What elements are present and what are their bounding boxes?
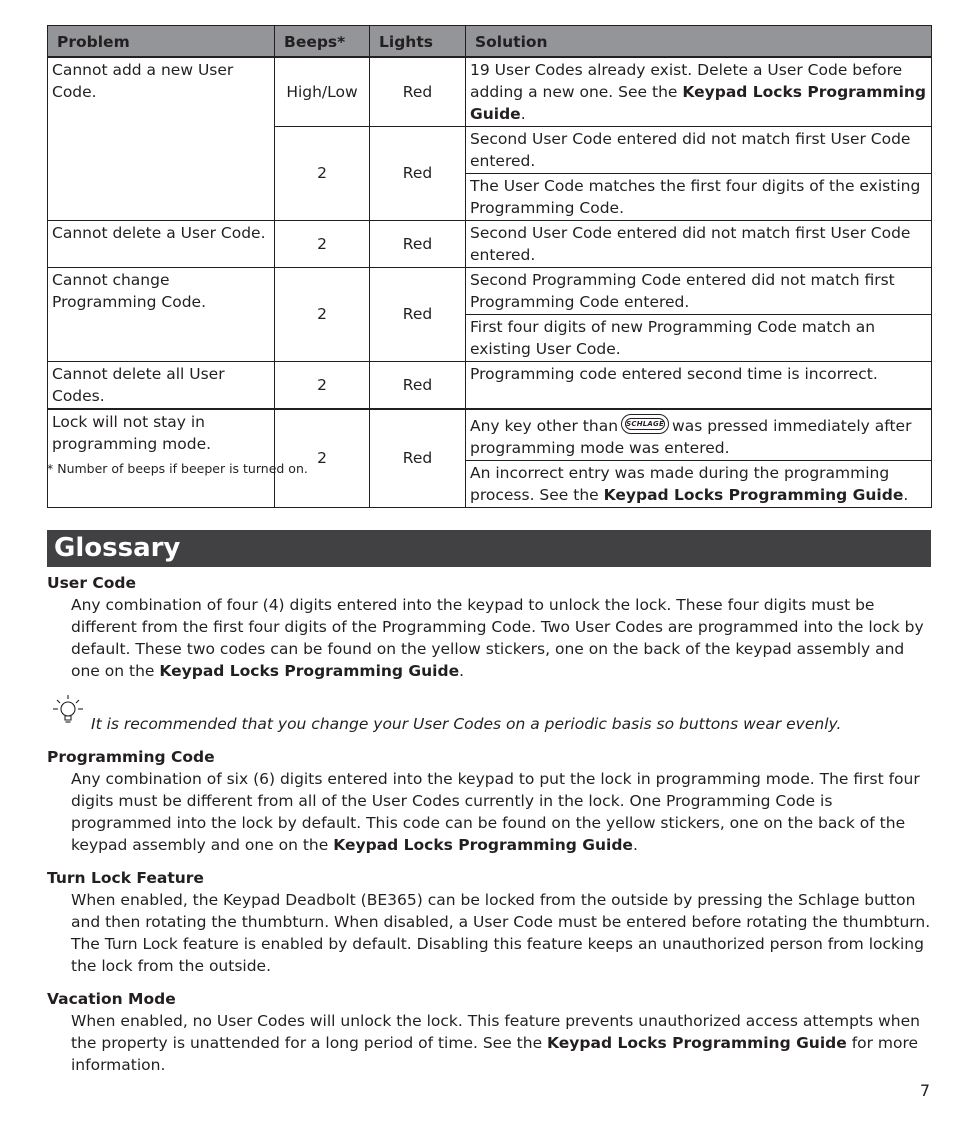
beeps-cell: High/Low xyxy=(275,57,370,127)
problem-cell: Cannot add a new User Code. xyxy=(48,57,275,221)
lights-cell: Red xyxy=(370,57,466,127)
solution-text: Any key other than xyxy=(470,416,619,435)
table-header-row xyxy=(48,26,932,57)
glossary-heading: Glossary xyxy=(47,530,931,567)
definition-text: When enabled, no User Codes will unlock the lock. This feature prevents unauthorized access attempts when the property is unattended for a long period of time. See the xyxy=(71,1012,920,1052)
header-beeps: Beeps* xyxy=(275,26,370,57)
solution-text: . xyxy=(520,104,526,123)
guide-reference: Keypad Locks Programming Guide xyxy=(547,1034,847,1052)
solution-text: 19 User Codes already exist. Delete a User Code before adding a new one. See the xyxy=(470,60,903,101)
glossary-entry-turn-lock xyxy=(47,867,931,977)
solution-cell xyxy=(466,461,932,508)
glossary-entry-vacation-mode xyxy=(47,988,931,1076)
problem-cell: Cannot delete a User Code. xyxy=(48,220,275,267)
beeps-cell: 2 xyxy=(275,267,370,361)
header-solution: Solution xyxy=(466,26,932,57)
glossary-definition xyxy=(47,1010,931,1076)
problem-cell: Cannot change Programming Code. xyxy=(48,267,275,361)
tip-note xyxy=(47,692,931,734)
guide-reference: Keypad Locks Programming Guide xyxy=(159,662,460,680)
beeps-cell: 2 xyxy=(275,409,370,508)
problem-cell: Cannot delete all User Codes. xyxy=(48,361,275,409)
guide-reference: Keypad Locks Programming Guide xyxy=(603,486,904,504)
glossary-entry-user-code xyxy=(47,572,931,682)
glossary-definition xyxy=(47,594,931,682)
glossary-term: Turn Lock Feature xyxy=(47,869,204,887)
solution-cell: First four digits of new Programming Code match an existing User Code. xyxy=(466,314,932,361)
guide-reference: Keypad Locks Programming Guide xyxy=(470,82,927,123)
beeps-cell: 2 xyxy=(275,361,370,409)
table-row xyxy=(48,409,932,461)
solution-text: An incorrect entry was made during the programming process. See the xyxy=(470,464,890,504)
lights-cell: Red xyxy=(370,220,466,267)
definition-text: . xyxy=(459,662,465,680)
definition-text: for more information. xyxy=(71,1034,919,1074)
table-footnote: * Number of beeps if beeper is turned on. xyxy=(47,461,308,476)
table-row xyxy=(48,57,932,127)
beeps-cell: 2 xyxy=(275,220,370,267)
definition-text: Any combination of four (4) digits entered into the keypad to unlock the lock. These four digits must be different from the first four digits of the Programming Code. Two User Codes are programmed into the lock by default. These two codes can be found on the yellow stickers, one on the back of the keypad assembly and one on the xyxy=(71,596,924,680)
solution-cell xyxy=(466,57,932,127)
solution-text: was pressed immediately after programming mode was entered. xyxy=(470,416,912,457)
lightbulb-icon xyxy=(49,693,85,727)
definition-text: . xyxy=(632,836,638,854)
solution-cell: Second User Code entered did not match first User Code entered. xyxy=(466,220,932,267)
page-number: 7 xyxy=(919,1081,930,1100)
glossary-term: Programming Code xyxy=(47,748,215,766)
solution-cell: Second Programming Code entered did not match first Programming Code entered. xyxy=(466,267,932,314)
definition-text: Any combination of six (6) digits entered into the keypad to put the lock in programming mode. The first four digits must be different from all of the User Codes currently in the lock. One Programming Code is programmed into the lock by default. This code can be found on the yellow stickers, one on the back of the keypad assembly and one on the xyxy=(71,770,920,854)
tip-text: It is recommended that you change your User Codes on a periodic basis so buttons wear evenly. xyxy=(91,715,842,733)
guide-reference: Keypad Locks Programming Guide xyxy=(333,836,633,854)
solution-cell xyxy=(466,409,932,461)
troubleshooting-table xyxy=(47,25,932,508)
solution-cell: Second User Code entered did not match first User Code entered. xyxy=(466,126,932,173)
header-lights: Lights xyxy=(370,26,466,57)
glossary-definition xyxy=(47,768,931,856)
lights-cell: Red xyxy=(370,409,466,508)
table-row xyxy=(48,361,932,409)
solution-text: . xyxy=(903,486,909,504)
solution-cell: The User Code matches the first four digits of the existing Programming Code. xyxy=(466,173,932,220)
table-row xyxy=(48,267,932,314)
schlage-button-icon xyxy=(621,414,669,434)
glossary-entry-programming-code xyxy=(47,746,931,856)
beeps-cell: 2 xyxy=(275,126,370,220)
header-problem: Problem xyxy=(48,26,275,57)
schlage-button-label: SCHLAGE xyxy=(626,420,664,428)
lights-cell: Red xyxy=(370,267,466,361)
lights-cell: Red xyxy=(370,361,466,409)
problem-cell: Lock will not stay in programming mode. xyxy=(48,409,275,508)
glossary-term: User Code xyxy=(47,574,136,592)
glossary-term: Vacation Mode xyxy=(47,990,176,1008)
solution-cell: Programming code entered second time is incorrect. xyxy=(466,361,932,409)
table-row xyxy=(48,220,932,267)
lights-cell: Red xyxy=(370,126,466,220)
glossary-definition: When enabled, the Keypad Deadbolt (BE365) can be locked from the outside by pressing the Schlage button and then rotating the thumbturn. When disabled, a User Code must be entered before rotating the thumbturn. The Turn Lock feature is enabled by default. Disabling this feature keeps an unauthorized person from locking the lock from the outside. xyxy=(71,891,931,975)
